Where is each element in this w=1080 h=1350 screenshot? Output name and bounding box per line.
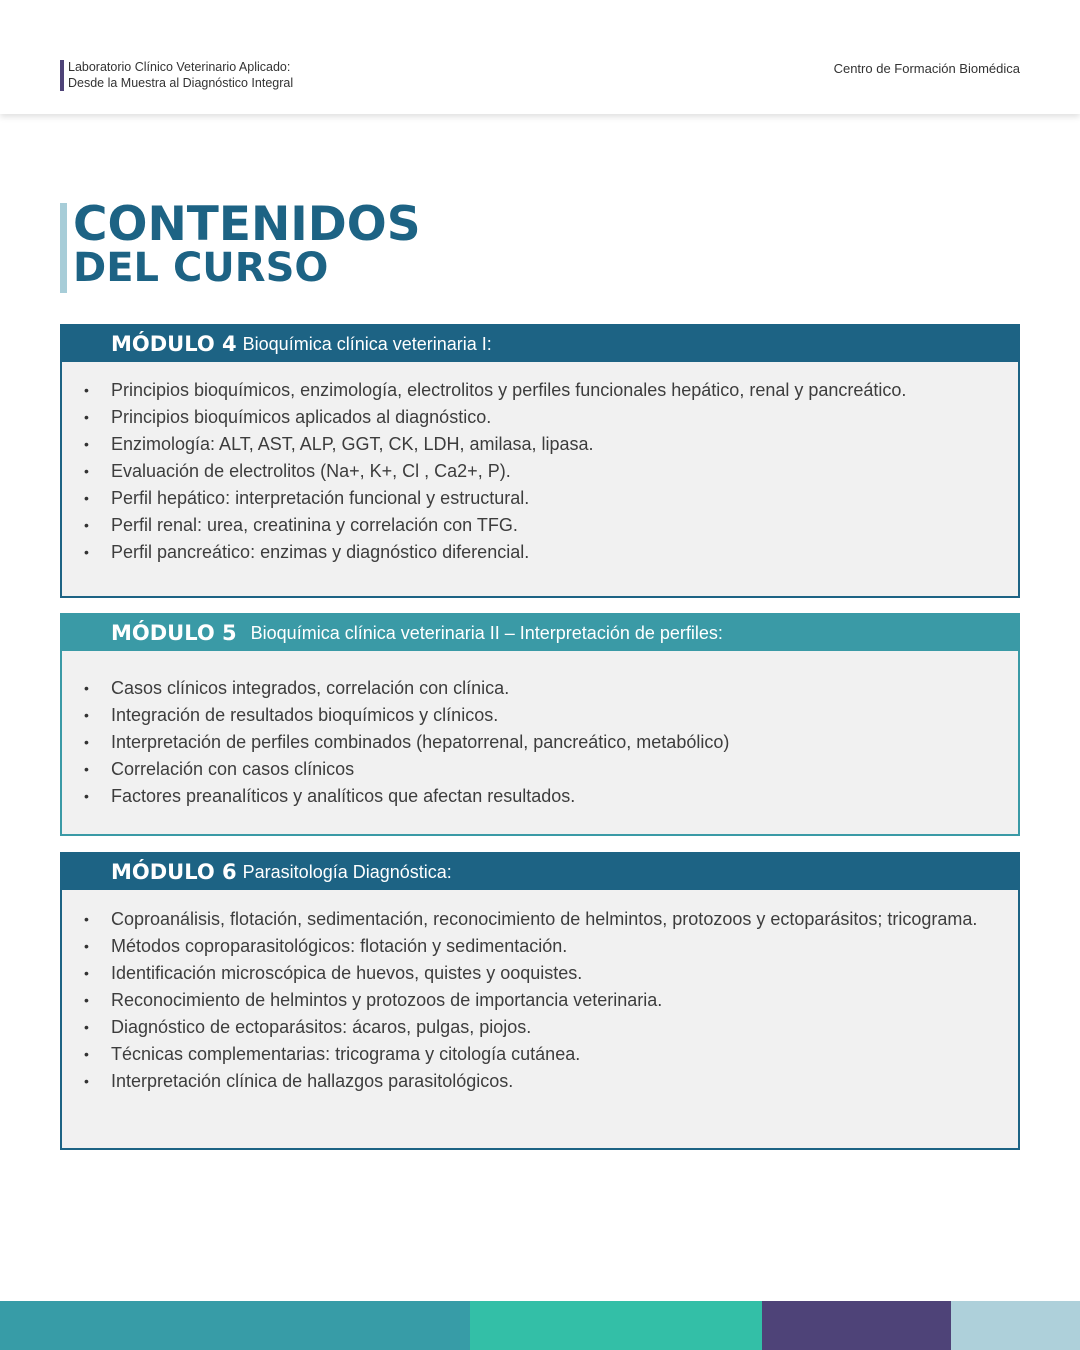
list-item: • Enzimología: ALT, AST, ALP, GGT, CK, LDH, amilasa, lipasa.: [111, 431, 998, 458]
module-4-header: [62, 326, 1018, 362]
footer-segment-purple: [762, 1301, 951, 1350]
module-4-label: MÓDULO 4: [111, 332, 237, 356]
list-item: • Casos clínicos integrados, correlación con clínica.: [111, 675, 998, 702]
list-item: • Diagnóstico de ectoparásitos: ácaros, pulgas, piojos.: [111, 1014, 998, 1041]
list-item: • Identificación microscópica de huevos, quistes y ooquistes.: [111, 960, 998, 987]
page-title-line2: DEL CURSO: [73, 245, 329, 291]
list-item: • Factores preanalíticos y analíticos que afectan resultados.: [111, 783, 998, 810]
list-item: • Perfil pancreático: enzimas y diagnóstico diferencial.: [111, 539, 998, 566]
list-item: • Perfil hepático: interpretación funcional y estructural.: [111, 485, 998, 512]
list-item: • Métodos coproparasitológicos: flotación y sedimentación.: [111, 933, 998, 960]
list-item: • Perfil renal: urea, creatinina y correlación con TFG.: [111, 512, 998, 539]
list-item: • Interpretación de perfiles combinados (hepatorrenal, pancreático, metabólico): [111, 729, 998, 756]
module-5-label: MÓDULO 5: [111, 621, 237, 645]
module-5-header: [62, 615, 1018, 651]
list-item: • Coproanálisis, flotación, sedimentación, reconocimiento de helmintos, protozoos y ectoparásitos; tricograma.: [111, 906, 998, 933]
module-5-card: [60, 613, 1020, 836]
list-item: • Principios bioquímicos, enzimología, electrolitos y perfiles funcionales hepático, renal y pancreático.: [111, 377, 998, 404]
page-title-line1: CONTENIDOS: [73, 197, 421, 252]
page-title: [60, 197, 421, 293]
list-item: • Interpretación clínica de hallazgos parasitológicos.: [111, 1068, 998, 1095]
footer-segment-lightblue: [951, 1301, 1080, 1350]
module-4-list: [62, 362, 1018, 566]
module-5-title: Bioquímica clínica veterinaria II – Interpretación de perfiles:: [250, 622, 723, 643]
footer-color-bar: [0, 1301, 1080, 1350]
module-6-list: [62, 890, 1018, 1095]
list-item: • Integración de resultados bioquímicos y clínicos.: [111, 702, 998, 729]
module-6-label: MÓDULO 6: [111, 860, 237, 884]
top-header: [0, 0, 1080, 114]
module-6-card: [60, 852, 1020, 1150]
course-title-line1: Laboratorio Clínico Veterinario Aplicado:: [68, 60, 291, 74]
footer-segment-green: [470, 1301, 762, 1350]
module-6-header: [62, 854, 1018, 890]
course-title-line2: Desde la Muestra al Diagnóstico Integral: [68, 75, 294, 90]
module-4-card: [60, 324, 1020, 598]
list-item: • Evaluación de electrolitos (Na+, K+, Cl , Ca2+, P).: [111, 458, 998, 485]
list-item: • Técnicas complementarias: tricograma y citología cutánea.: [111, 1041, 998, 1068]
module-4-title: Bioquímica clínica veterinaria I:: [242, 333, 492, 354]
module-6-title: Parasitología Diagnóstica:: [242, 861, 452, 882]
list-item: • Principios bioquímicos aplicados al diagnóstico.: [111, 404, 998, 431]
module-5-list: [62, 651, 1018, 810]
list-item: • Correlación con casos clínicos: [111, 756, 998, 783]
course-brand: [60, 60, 293, 91]
footer-segment-teal: [0, 1301, 470, 1350]
list-item: • Reconocimiento de helmintos y protozoos de importancia veterinaria.: [111, 987, 998, 1014]
organization-name: Centro de Formación Biomédica: [833, 61, 1020, 76]
